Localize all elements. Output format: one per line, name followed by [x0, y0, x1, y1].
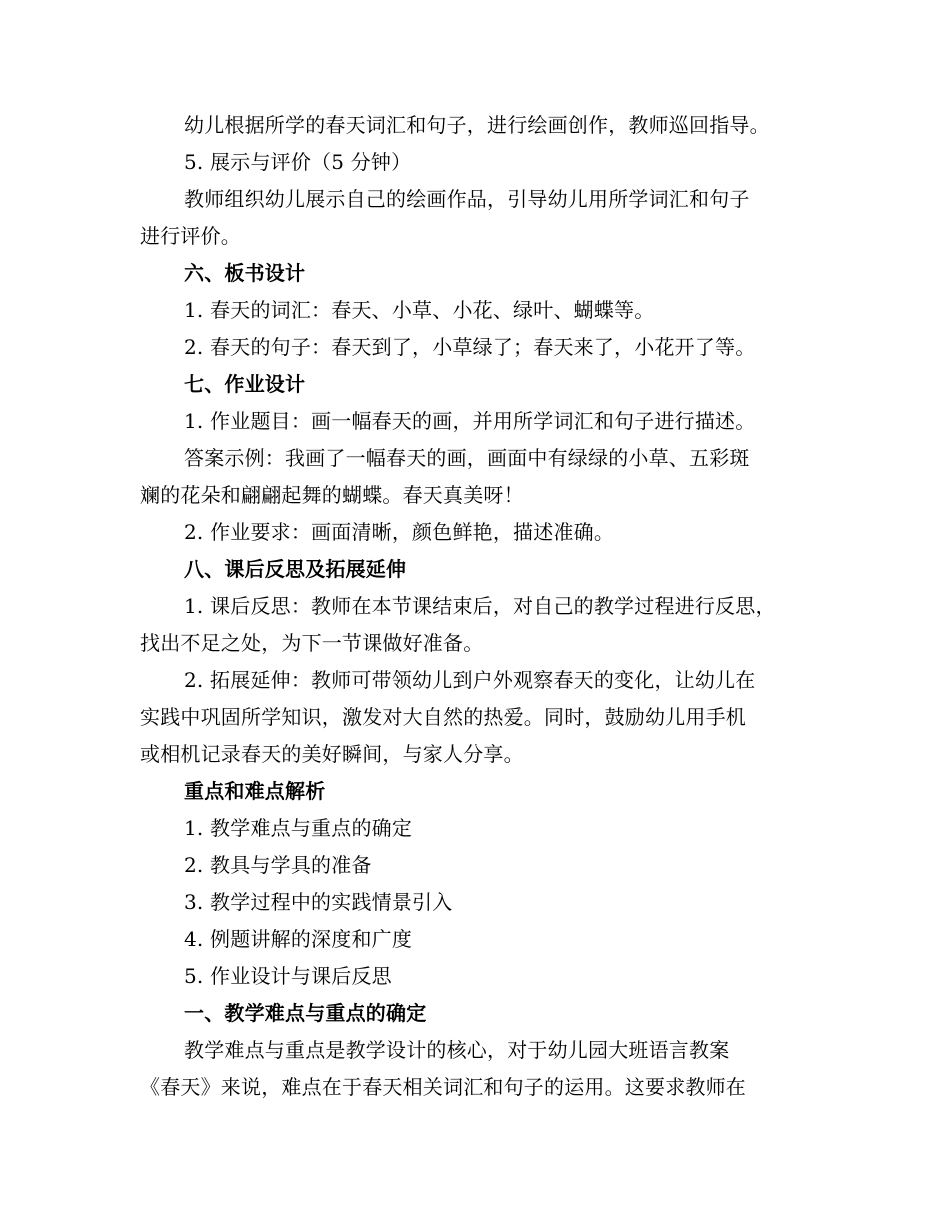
paragraph-line: 找出不足之处，为下一节课做好准备。	[140, 631, 484, 655]
paragraph-line: 教师组织幼儿展示自己的绘画作品，引导幼儿用所学词汇和句子	[184, 187, 750, 211]
paragraph-line: 答案示例：我画了一幅春天的画，画面中有绿绿的小草、五彩斑	[184, 446, 750, 470]
list-item: 1. 课后反思：教师在本节课结束后，对自己的教学过程进行反思，	[184, 594, 776, 618]
list-item: 3. 教学过程中的实践情景引入	[184, 890, 453, 914]
paragraph-line: 《春天》来说，难点在于春天相关词汇和句子的运用。这要求教师在	[140, 1075, 746, 1099]
list-item: 2. 拓展延伸：教师可带领幼儿到户外观察春天的变化，让幼儿在	[184, 668, 756, 692]
list-item: 2. 作业要求：画面清晰，颜色鲜艳，描述准确。	[184, 520, 615, 544]
section-heading: 重点和难点解析	[184, 779, 326, 803]
section-heading: 一、教学难点与重点的确定	[184, 1001, 427, 1025]
paragraph-line: 教学难点与重点是教学设计的核心，对于幼儿园大班语言教案	[184, 1038, 730, 1062]
list-item: 4. 例题讲解的深度和广度	[184, 927, 413, 951]
paragraph-line: 幼儿根据所学的春天词汇和句子，进行绘画创作，教师巡回指导。	[184, 113, 770, 137]
section-heading: 六、板书设计	[184, 261, 306, 285]
list-item: 2. 教具与学具的准备	[184, 853, 372, 877]
list-item: 1. 作业题目：画一幅春天的画，并用所学词汇和句子进行描述。	[184, 409, 756, 433]
list-item: 5. 作业设计与课后反思	[184, 964, 392, 988]
paragraph-line: 或相机记录春天的美好瞬间，与家人分享。	[140, 742, 524, 766]
list-item: 1. 春天的词汇：春天、小草、小花、绿叶、蝴蝶等。	[184, 298, 655, 322]
section-heading: 八、课后反思及拓展延伸	[184, 557, 407, 581]
paragraph-line: 进行评价。	[140, 224, 241, 248]
list-item: 5. 展示与评价（5 分钟）	[184, 150, 412, 174]
section-heading: 七、作业设计	[184, 372, 306, 396]
list-item: 1. 教学难点与重点的确定	[184, 816, 413, 840]
paragraph-line: 斓的花朵和翩翩起舞的蝴蝶。春天真美呀！	[140, 483, 524, 507]
list-item: 2. 春天的句子：春天到了，小草绿了；春天来了，小花开了等。	[184, 335, 756, 359]
paragraph-line: 实践中巩固所学知识，激发对大自然的热爱。同时，鼓励幼儿用手机	[140, 705, 746, 729]
